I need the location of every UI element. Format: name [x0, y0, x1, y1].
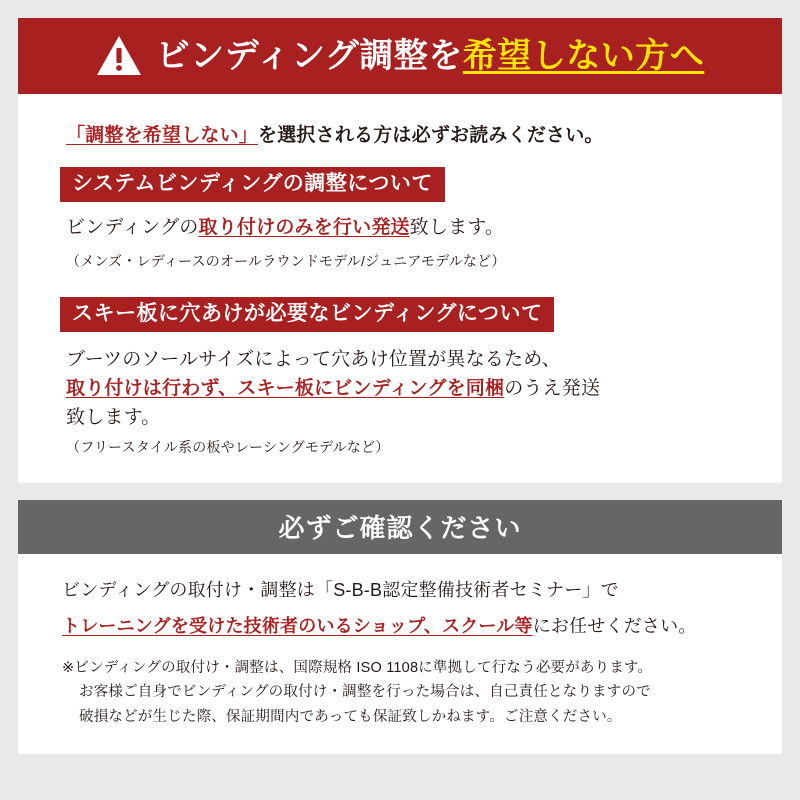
section-2-note: （フリースタイル系の板やレーシングモデルなど） [66, 438, 390, 455]
confirmation-line-2-after: にお任せください。 [532, 615, 697, 636]
confirmation-line-1: ビンディングの取付け・調整は「S-B-B認定整備技術者セミナー」で [62, 579, 619, 600]
lead-rest: を選択される方は必ずお読みください。 [258, 125, 604, 146]
panel-title-plain: ビンディング調整を [155, 37, 463, 75]
binding-no-adjust-panel [18, 18, 782, 483]
section-2-heading: スキー板に穴あけが必要なビンディングについて [60, 297, 554, 332]
confirmation-line-2-highlight: トレーニングを受けた技術者のいるショップ、スクール等 [62, 615, 533, 636]
section-2-line-2 [66, 373, 752, 400]
section-1 [48, 167, 752, 271]
lead-text [66, 120, 752, 147]
warning-triangle-icon [96, 35, 142, 77]
lead-highlight: 「調整を希望しない」 [66, 125, 259, 146]
confirmation-note-3: 破損などが生じた際、保証期間内であっても保証致しかねます。ご注意ください。 [79, 709, 622, 726]
confirmation-line-2 [62, 612, 752, 638]
section-1-heading: システムビンディングの調整について [60, 167, 445, 202]
section-2 [48, 297, 752, 457]
panel-top-body [18, 94, 782, 483]
section-divider-space [48, 271, 752, 297]
section-1-text-highlight: 取り付けのみを行い発送 [198, 217, 410, 239]
panel-title-highlight: 希望しない方へ [462, 37, 705, 75]
confirmation-notes [62, 656, 752, 730]
section-2-line-3: 致します。 [66, 406, 161, 428]
confirmation-note-1: ※ビンディングの取付け・調整は、国際規格 ISO 1108に準拠して行なう必要があります。 [62, 659, 653, 676]
panel-bottom-body [18, 554, 782, 754]
panel-gray-header [18, 500, 782, 554]
section-1-note: （メンズ・レディースのオールラウンドモデル/ジュニアモデルなど） [66, 252, 506, 269]
panel-red-header [18, 18, 782, 94]
confirmation-title: 必ずご確認ください [278, 513, 522, 544]
panel-title [156, 39, 705, 73]
section-1-text-after: 致します。 [409, 217, 505, 239]
confirmation-panel [18, 500, 782, 754]
section-1-text [66, 214, 752, 243]
section-1-text-before: ビンディングの [66, 217, 199, 239]
confirmation-note-2: お客様ご自身でビンディングの取付け・調整を行った場合は、自己責任となりますので [79, 684, 651, 701]
section-2-line-1: ブーツのソールサイズによって穴あけ位置が異なるため、 [66, 348, 561, 370]
section-2-line-2-after: のうえ発送 [504, 377, 601, 399]
section-2-line-2-highlight: 取り付けは行わず、スキー板にビンディングを同梱 [66, 377, 505, 399]
